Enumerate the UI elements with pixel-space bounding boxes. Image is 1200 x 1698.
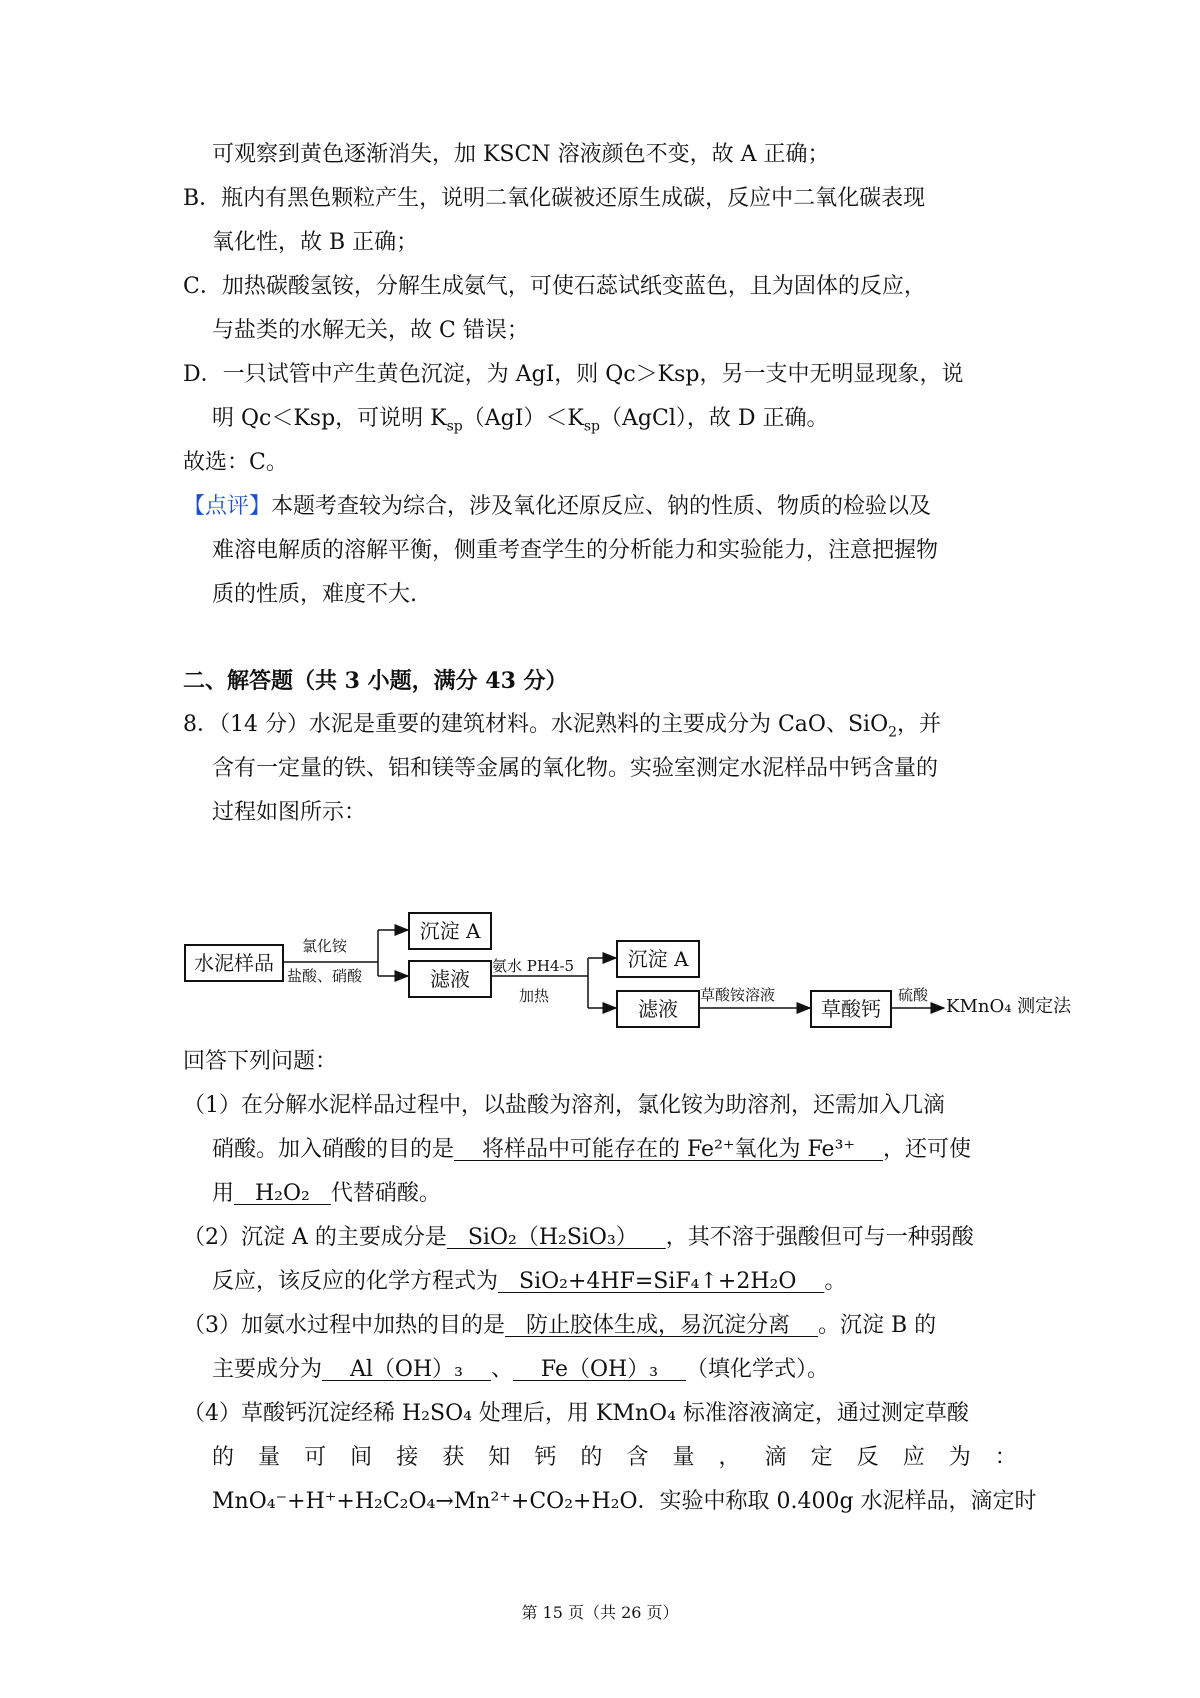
justified-char: 知 <box>488 1445 511 1470</box>
text-span: 。 <box>824 1269 847 1294</box>
text-span: 反应，该反应的化学方程式为 <box>212 1269 499 1294</box>
text-line <box>212 404 828 441</box>
justified-char: 含 <box>626 1445 649 1470</box>
review-line <box>183 492 931 522</box>
text-line: 难溶电解质的溶解平衡，侧重考查学生的分析能力和实验能力，注意把握物 <box>212 538 939 563</box>
text-line: 含有一定量的铁、铝和镁等金属的氧化物。实验室测定水泥样品中钙含量的 <box>212 756 939 781</box>
flow-label-sulfuric-acid: 硫酸 <box>898 986 929 1004</box>
text-span: ，其不溶于强酸但可与一种弱酸 <box>665 1225 974 1250</box>
review-tag: 【点评】 <box>183 494 272 519</box>
flow-label-heat: 加热 <box>519 987 550 1005</box>
option-c: C．加热碳酸氢铵，分解生成氨气，可使石蕊试纸变蓝色，且为固体的反应， <box>183 274 926 299</box>
option-d: D．一只试管中产生黄色沉淀，为 AgI，则 Qc＞Ksp，另一支中无明显现象，说 <box>183 362 964 387</box>
text-span: 硝酸。加入硝酸的目的是 <box>212 1137 455 1162</box>
text-span: ，还可使 <box>882 1137 971 1162</box>
text-line: MnO₄⁻+H⁺+H₂C₂O₄→Mn²⁺+CO₂+H₂O．实验中称取 0.400g 水泥样品，滴定时 <box>212 1489 1037 1514</box>
flow-box-calcium-oxalate: 草酸钙 <box>810 990 892 1028</box>
page-footer: 第 15 页（共 26 页） <box>521 1603 679 1622</box>
justified-char: 反 <box>856 1445 879 1470</box>
text-line <box>212 1179 441 1209</box>
flow-label-oxalate-solution: 草酸铵溶液 <box>700 986 776 1004</box>
flow-box-precipitate-a: 沉淀 A <box>408 912 492 950</box>
justified-char: 应 <box>902 1445 925 1470</box>
flow-label-kmno4-method: KMnO₄ 测定法 <box>946 996 1072 1017</box>
justified-char: 间 <box>350 1445 373 1470</box>
text-span: 明 Qc＜Ksp，可说明 K <box>212 406 447 431</box>
answer-blank: SiO₂+4HF=SiF₄↑+2H₂O <box>498 1269 825 1294</box>
answer-prompt: 回答下列问题： <box>183 1049 338 1074</box>
text-span: 代替硝酸。 <box>330 1181 441 1206</box>
text-line: 过程如图所示： <box>212 800 367 825</box>
justified-char: 的 <box>212 1445 235 1470</box>
text-span: （AgI）＜K <box>462 406 584 431</box>
justified-char: 可 <box>304 1445 327 1470</box>
text-span: 8．（14 分）水泥是重要的建筑材料。水泥熟料的主要成分为 CaO、SiO <box>183 712 889 737</box>
section-title: 二、解答题（共 3 小题，满分 43 分） <box>183 668 568 694</box>
answer-blank: H₂O₂ <box>234 1181 331 1206</box>
justified-char: 的 <box>580 1445 603 1470</box>
flow-box-filtrate: 滤液 <box>616 990 700 1028</box>
text-span: （填化学式）。 <box>686 1357 830 1382</box>
answer-blank: Fe（OH）₃ <box>512 1357 687 1382</box>
text-span: （AgCl），故 D 正确。 <box>600 406 829 431</box>
flow-label-acids: 盐酸、硝酸 <box>287 967 363 985</box>
justified-char: 滴 <box>764 1445 787 1470</box>
answer-blank: 防止胶体生成，易沉淀分离 <box>505 1313 818 1338</box>
part-4: （4）草酸钙沉淀经稀 H₂SO₄ 处理后，用 KMnO₄ 标准溶液滴定，通过测定草酸 <box>183 1401 969 1426</box>
flow-box-filtrate: 滤液 <box>408 960 492 998</box>
answer-blank: Al（OH）₃ <box>322 1357 491 1382</box>
answer-blank: 将样品中可能存在的 Fe²⁺氧化为 Fe³⁺ <box>454 1137 883 1162</box>
justified-char: ， <box>718 1445 741 1470</box>
text-line: 与盐类的水解无关，故 C 错误； <box>212 318 529 343</box>
text-span: 。沉淀 B 的 <box>817 1313 937 1338</box>
part-1: （1）在分解水泥样品过程中，以盐酸为溶剂，氯化铵为助溶剂，还需加入几滴 <box>183 1093 945 1118</box>
part-2 <box>183 1223 974 1253</box>
answer-choice: 故选：C。 <box>183 450 288 475</box>
flow-label-ammonia: 氨水 PH4-5 <box>492 957 575 975</box>
subscript: 2 <box>888 724 898 741</box>
justified-char: 为 <box>948 1445 971 1470</box>
text-span: （3）加氨水过程中加热的目的是 <box>183 1313 505 1338</box>
justified-char: 量 <box>258 1445 281 1470</box>
part-3 <box>183 1311 936 1341</box>
text-span: 主要成分为 <box>212 1357 323 1382</box>
text-line <box>212 1135 971 1165</box>
justified-line <box>212 1443 1017 1473</box>
justified-char: ： <box>994 1445 1017 1470</box>
justified-char: 获 <box>442 1445 465 1470</box>
subscript: sp <box>583 418 601 435</box>
flow-box-precipitate-a: 沉淀 A <box>616 940 700 978</box>
option-b: B．瓶内有黑色颗粒产生，说明二氧化碳被还原生成碳，反应中二氧化碳表现 <box>183 186 926 211</box>
text-span: 用 <box>212 1181 235 1206</box>
justified-char: 定 <box>810 1445 833 1470</box>
text-span: 、 <box>490 1357 513 1382</box>
text-line: 可观察到黄色逐渐消失，加 KSCN 溶液颜色不变，故 A 正确； <box>212 142 830 167</box>
justified-char: 量 <box>672 1445 695 1470</box>
justified-char: 接 <box>396 1445 419 1470</box>
justified-char: 钙 <box>534 1445 557 1470</box>
text-span: 本题考查较为综合，涉及氧化还原反应、钠的性质、物质的检验以及 <box>271 494 932 519</box>
text-line <box>212 1267 846 1297</box>
question-8 <box>183 710 941 747</box>
text-line <box>212 1355 829 1385</box>
text-line: 质的性质，难度不大. <box>212 582 417 607</box>
text-span: （2）沉淀 A 的主要成分是 <box>183 1225 447 1250</box>
text-line: 氧化性，故 B 正确； <box>212 230 419 255</box>
flow-box-sample: 水泥样品 <box>184 944 284 982</box>
subscript: sp <box>446 418 463 435</box>
text-span: ，并 <box>897 712 942 737</box>
answer-blank: SiO₂（H₂SiO₃） <box>446 1225 666 1250</box>
flow-label-ammonium-chloride: 氯化铵 <box>302 937 348 955</box>
